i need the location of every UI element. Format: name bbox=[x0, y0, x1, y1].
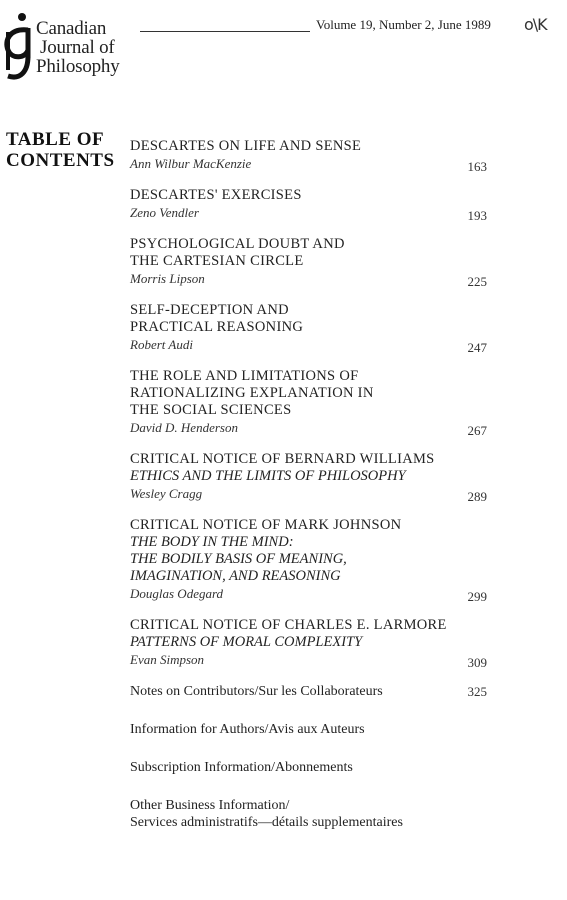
entry-title: THE SOCIAL SCIENCES bbox=[130, 402, 292, 418]
entry-title: DESCARTES ON LIFE AND SENSE bbox=[130, 138, 362, 154]
toc-heading-line-2: CONTENTS bbox=[6, 150, 115, 171]
toc-entry-subscription bbox=[130, 759, 530, 776]
entry-title: Services administratifs—détails supplementaires bbox=[130, 815, 403, 830]
entry-author: Zeno Vendler bbox=[130, 205, 199, 220]
entry-page: 267 bbox=[467, 423, 487, 438]
entry-author: Robert Audi bbox=[130, 337, 193, 352]
entry-title: RATIONALIZING EXPLANATION IN bbox=[130, 385, 374, 401]
toc-heading bbox=[6, 129, 115, 171]
cjp-logo-mark-icon bbox=[0, 12, 40, 84]
journal-name-line-2: Journal of bbox=[40, 37, 115, 58]
entry-page: 193 bbox=[467, 208, 487, 223]
toc-entries bbox=[130, 138, 530, 852]
entry-title: SELF-DECEPTION AND bbox=[130, 302, 289, 318]
entry-page: 247 bbox=[467, 340, 487, 355]
toc-entry-notes bbox=[130, 683, 530, 700]
entry-title: DESCARTES' EXERCISES bbox=[130, 187, 302, 203]
entry-title: PSYCHOLOGICAL DOUBT AND bbox=[130, 236, 345, 252]
toc-entry-authors-info bbox=[130, 721, 530, 738]
entry-title: Notes on Contributors/Sur les Collaborateurs bbox=[130, 684, 383, 699]
entry-title: Information for Authors/Avis aux Auteurs bbox=[130, 722, 365, 737]
volume-info: Volume 19, Number 2, June 1989 bbox=[316, 17, 491, 32]
toc-entry bbox=[130, 236, 530, 287]
journal-name-line-3: Philosophy bbox=[36, 56, 120, 77]
entry-title: THE CARTESIAN CIRCLE bbox=[130, 253, 304, 269]
entry-page: 299 bbox=[467, 589, 487, 604]
entry-author: Wesley Cragg bbox=[130, 486, 203, 501]
toc-entry bbox=[130, 187, 530, 221]
header-rule bbox=[140, 31, 310, 32]
handwritten-mark: o\K bbox=[524, 15, 547, 34]
toc-entry bbox=[130, 617, 530, 668]
entry-book-title: THE BODY IN THE MIND: bbox=[130, 534, 294, 550]
toc-entry bbox=[130, 302, 530, 353]
journal-logo bbox=[0, 6, 140, 86]
entry-author: Evan Simpson bbox=[130, 652, 205, 667]
entry-page: 225 bbox=[467, 274, 487, 289]
entry-title: CRITICAL NOTICE OF MARK JOHNSON bbox=[130, 517, 402, 533]
entry-title: PRACTICAL REASONING bbox=[130, 319, 304, 335]
toc-entry bbox=[130, 368, 530, 436]
entry-title: CRITICAL NOTICE OF CHARLES E. LARMORE bbox=[130, 617, 447, 633]
entry-page: 163 bbox=[467, 159, 487, 174]
entry-title: Other Business Information/ bbox=[130, 798, 290, 813]
entry-page: 325 bbox=[467, 684, 487, 699]
entry-book-title: ETHICS AND THE LIMITS OF PHILOSOPHY bbox=[130, 468, 406, 484]
entry-author: David D. Henderson bbox=[130, 420, 238, 435]
toc-entry bbox=[130, 517, 530, 602]
entry-author: Morris Lipson bbox=[130, 271, 205, 286]
entry-title: THE ROLE AND LIMITATIONS OF bbox=[130, 368, 359, 384]
toc-entry bbox=[130, 451, 530, 502]
entry-page: 309 bbox=[467, 655, 487, 670]
entry-book-title: PATTERNS OF MORAL COMPLEXITY bbox=[130, 634, 363, 650]
entry-book-title: THE BODILY BASIS OF MEANING, bbox=[130, 551, 347, 567]
toc-heading-line-1: TABLE OF bbox=[6, 129, 105, 150]
entry-page: 289 bbox=[467, 489, 487, 504]
entry-title: Subscription Information/Abonnements bbox=[130, 760, 353, 775]
entry-author: Ann Wilbur MacKenzie bbox=[130, 156, 252, 171]
entry-title: CRITICAL NOTICE OF BERNARD WILLIAMS bbox=[130, 451, 435, 467]
entry-author: Douglas Odegard bbox=[130, 586, 224, 601]
toc-entry bbox=[130, 138, 530, 172]
journal-name-line-1: Canadian bbox=[36, 18, 107, 39]
toc-entry-business bbox=[130, 797, 530, 831]
entry-book-title: IMAGINATION, AND REASONING bbox=[130, 568, 341, 584]
